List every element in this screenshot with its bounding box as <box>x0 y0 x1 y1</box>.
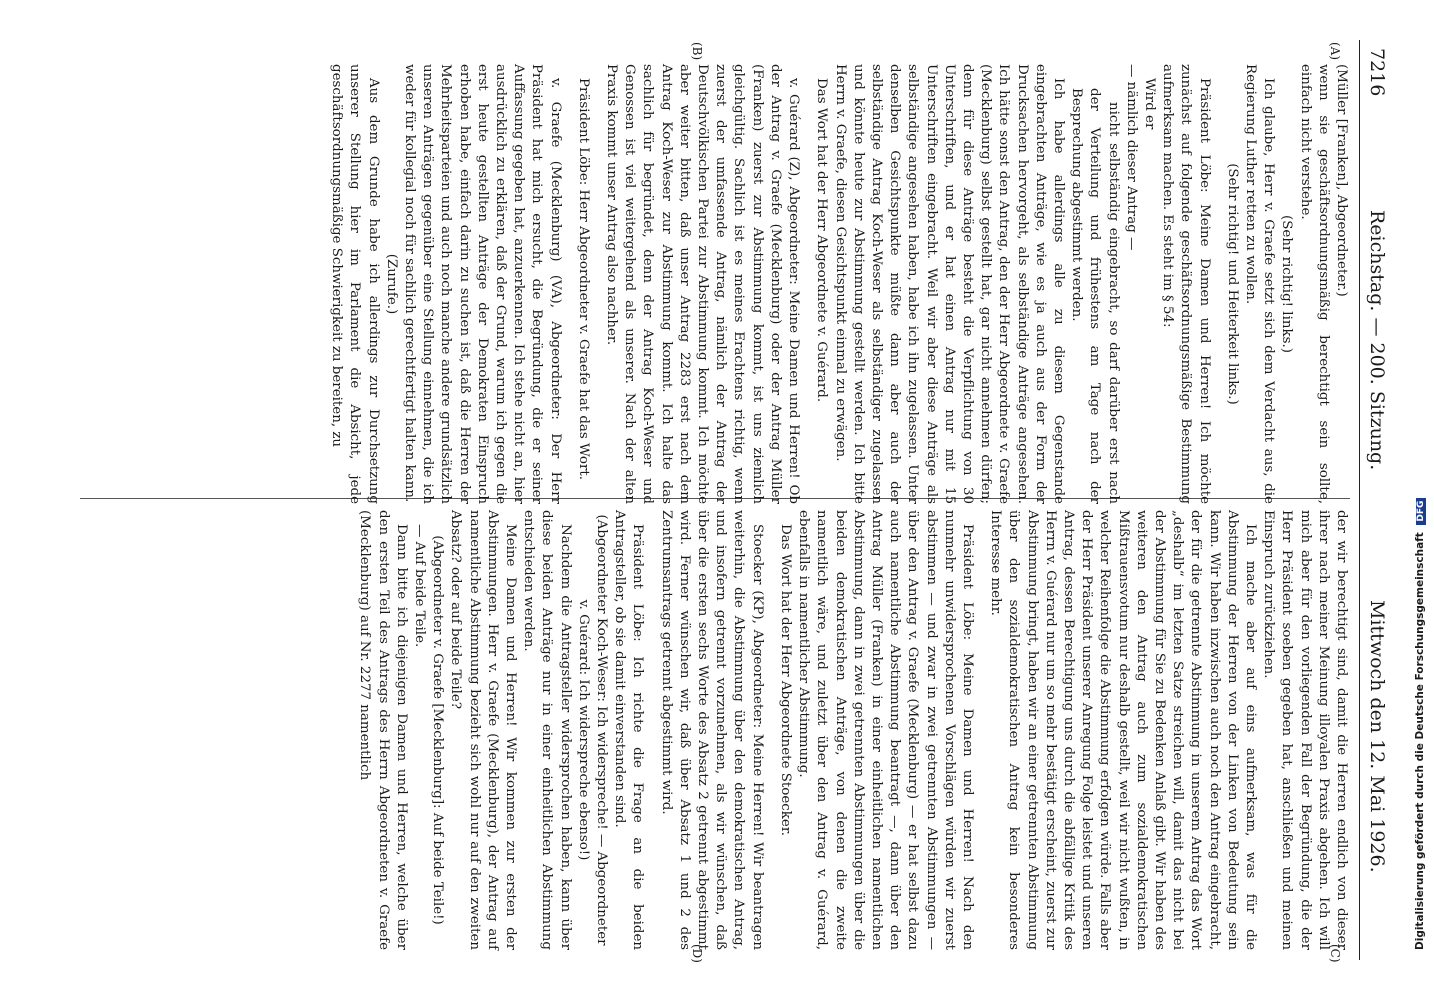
paragraph: — Auf beide Teile. <box>412 524 428 648</box>
paragraph: Ich mache aber auf eins aufmerksam, was für die Abstimmung der Herren von der Linken von Bedeutung sein kann. Wir haben inzwischen auch noch den Antrag eingebracht, der für die getrennte Abstimmung in unserem Antrag das Wort „deshalb“ im letzten Satze streichen will, damit das nicht bei der Abstimmung für Sie zu Bedenken Anlaß gibt. Wir haben des weiteren den Antrag auch zum sozialdemokratischen Mißtrauensvotum nur deshalb gestellt, weil wir nicht wußten, in welcher Reihenfolge die Abstimmung erfolgen würde. Falls aber der Herr Präsident unserer Anregung Folge leistet und unseren Antrag, dessen Berechtigung uns durch die abfällige Kritik des Herrn v. Guérard nur um so mehr bestätigt erscheint, zuerst zur Abstimmung bringt, haben wir an einer getrennten Abstimmung über den sozialdemokratischen Antrag kein besonderes Interesse mehr. <box>988 510 1258 950</box>
header-date: Mittwoch den 12. Mai 1926. <box>1366 600 1388 873</box>
paragraph: Dann bitte ich diejenigen Damen und Herren, welche über den ersten Teil des Antrags des Herrn Abgeordneten v. Graefe (Mecklenburg) auf Nr. 2277 namentlich <box>357 510 409 950</box>
paragraph: — nämlich dieser Antrag — <box>1123 64 1139 251</box>
margin-d: (D) <box>690 944 704 963</box>
speaker-paragraph: v. Graefe (Mecklenburg) (VA), Abgeordneter: Der Herr Präsident hat mich ersucht, die Begründung, die er seiner Auffassung gegeben hat, anzuerkennen. Ich stehe nicht an, hier ausdrücklich zu erklären, daß der Grund, warum ich gegen die erst heute gestellten Anträge der Demokraten Einspruch erhoben habe, einfach darin zu suchen ist, daß die Herren der Mehrheitsparteien und auch noch manche andere grundsätzlich unseren Anträgen gegenüber eine Stellung einnehmen, die ich weder für kollegial noch für sachlich gerechtfertigt halten kann. <box>402 64 563 504</box>
interjection: (Sehr richtig! links.) <box>1279 215 1295 353</box>
left-column <box>327 64 1350 504</box>
speaker-paragraph: v. Guérard (Z), Abgeordneter: Meine Damen und Herren! Ob der Antrag v. Graefe (Mecklenburg) oder der Antrag Müller (Franken) zuerst zur Abstimmung kommt, ist uns ziemlich gleichgültig. Sachlich ist es meines Erachtens richtig, wenn zuerst der umfassende Antrag, nämlich der Antrag der Deutschvölkischen Partei zur Abstimmung kommt. Ich möchte aber weiter bitten, daß unser Antrag 2283 erst nach dem Antrag Koch-Weser zur Abstimmung kommt. Ich halte das sachlich für begründet, denn der Antrag Koch-Weser und Genossen ist viel weitergehend als unserer. Nach der alten Praxis kommt unser Antrag also nachher. <box>604 64 802 504</box>
speaker-paragraph: Präsident Löbe: Meine Damen und Herren! Ich möchte zunächst auf folgende geschäftsordnungsmäßige Bestimmung aufmerksam machen. Es steht im § 54: <box>1160 64 1212 504</box>
margin-c: (C) <box>1328 944 1342 963</box>
digitization-credit <box>1414 40 1430 960</box>
speaker-paragraph: Stoecker (KP), Abgeordneter: Meine Herren! Wir beantragen weiterhin, die Abstimmung über den demokratischen Antrag, und insofern getrennt vorzunehmen, als wir wünschen, daß über die ersten sechs Worte des Absatz 2 getrennt abgestimmt wird. Ferner wünschen wir, daß über Absatz 1 und 2 des Zentrumsantrags getrennt abgestimmt wird. <box>658 510 765 950</box>
paragraph: Meine Damen und Herren! Wir kommen zur ersten der Abstimmungen. Herr v. Graefe (Mecklenburg), der Antrag auf namentliche Abstimmung bezieht sich wohl nur auf den zweiten Absatz? oder auf beide Teile? <box>448 510 519 950</box>
interjection: (Abgeordneter v. Graefe [Mecklenburg]: Auf beide Teile!) <box>430 535 446 925</box>
paragraph: wenn sie geschäftsordnungsmäßig berechtigt sein sollte, einfach nicht verstehe. <box>1297 64 1331 504</box>
paragraph: Das Wort hat der Herr Abgeordnete Stoecker. <box>777 524 793 837</box>
page-number: 7216 <box>1366 48 1388 97</box>
paragraph: Ich glaube, Herr v. Graefe setzt sich dem Verdacht aus, die Regierung Luther retten zu wollen. <box>1242 64 1277 504</box>
page-header <box>1359 40 1394 960</box>
paragraph: der wir berechtigt sind, damit die Herren endlich von dieser ihrer nach meiner Meinung illoyalen Praxis abgehen. Ich will mich aber für den vorliegenden Fall der Begründung, die der Herr Präsident soeben gegeben hat, anschließen und meinen Einspruch zurückziehen. <box>1261 510 1349 950</box>
interjection: (Abgeordneter Koch-Weser: Ich widerspreche! — Abgeordneter v. Guérard: Ich widerspreche ebenso!) <box>575 514 610 946</box>
header-title: Reichstag. — 200. Sitzung. <box>1366 210 1388 471</box>
right-column <box>355 510 1350 950</box>
rotated-page-content <box>74 40 1394 963</box>
margin-b: (B) <box>690 42 704 61</box>
paragraph: Aus dem Grunde habe ich allerdings zur Durchsetzung unserer Stellung hier im Parlament die Absicht, jede geschäftsordnungsmäßige Schwierigkeit zu bereiten, zu <box>329 64 381 504</box>
margin-a: (A) <box>1328 42 1342 61</box>
interjection: (Sehr richtig! und Heiterkeit links.) <box>1224 163 1240 405</box>
paragraph: Ich habe allerdings alle zu diesem Gegenstande eingebrachten Anträge, wie es ja auch aus der Form der Drucksachen hervorgeht, als selbständige Anträge angesehen. Ich hätte sonst den Antrag, den der Herr Abgeordnete v. Graefe (Mecklenburg) selbst gestellt hat, gar nicht annehmen dürfen; denn für diese Anträge besteht die Verpflichtung von 30 Unterschriften, und er hat einen Antrag nur mit 15 Unterschriften eingebracht. Weil wir aber diese Anträge als selbständige angesehen haben, habe ich ihn zugelassen. Unter denselben Gesichtspunkte müßte dann aber auch der selbständige Antrag Koch-Weser als selbständiger zugelassen und könnte heute zur Abstimmung gestellt werden. Ich bitte Herrn v. Graefe, diesen Gesichtspunkt einmal zu erwägen. <box>832 64 1066 504</box>
paragraph: Wird er <box>1141 78 1157 130</box>
paragraph: Nachdem die Antragsteller widersprochen haben, kann über diese beiden Anträge nur in einer einheitlichen Abstimmung entschieden werden. <box>521 510 573 950</box>
dfg-logo: DFG <box>1416 498 1426 525</box>
paragraph: (Müller [Franken], Abgeordneter.) <box>1334 64 1349 297</box>
interjection: (Zurufe.) <box>383 253 399 315</box>
quotation: nicht selbständig eingebracht, so darf darüber erst nach der Verteilung und frühestens am Tage nach der Besprechung abgestimmt werden. <box>1069 88 1121 504</box>
paragraph: Das Wort hat der Herr Abgeordnete v. Guérard. <box>814 78 830 403</box>
speaker-paragraph: Präsident Löbe: Meine Damen und Herren! Nach den nunmehr unwidersprochenen Vorschlägen würden wir zuerst abstimmen — und zwar in zwei getrennten Abstimmungen — über den Antrag v. Graefe (Mecklenburg) — er hat selbst dazu auch namentliche Abstimmung beantragt —, dann über den Antrag Müller (Franken) in einer einheitlichen namentlichen Abstimmung, dann in zwei getrennten Abstimmungen über die beiden demokratischen Anträge, von denen die zweite namentlich wäre, und zuletzt über den Antrag v. Guérard, ebenfalls in namentlicher Abstimmung. <box>796 510 975 950</box>
speaker-paragraph: Präsident Löbe: Ich richte die Frage an die beiden Antragsteller, ob sie damit einverstanden sind. <box>612 510 646 950</box>
speaker-paragraph: Präsident Löbe: Herr Abgeordneter v. Graefe hat das Wort. <box>575 78 591 480</box>
credit-text: Digitalisierung gefördert durch die Deutsche Forschungsgemeinschaft <box>1414 532 1426 950</box>
